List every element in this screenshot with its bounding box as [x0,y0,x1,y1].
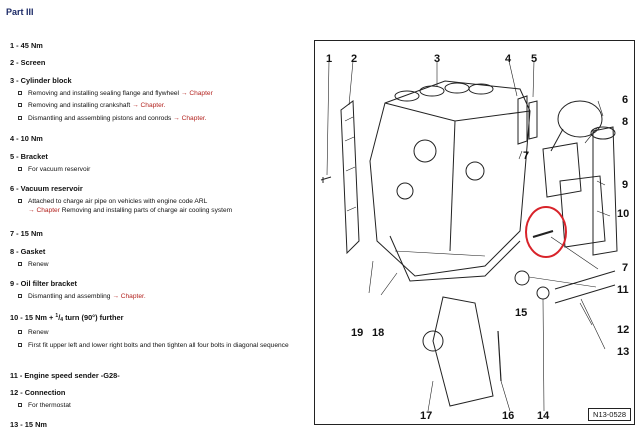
part-11: 11 - Engine speed sender -G28- [10,371,120,380]
bullet-icon [18,167,22,171]
chapter-link[interactable]: Chapter [189,90,213,97]
callout-17: 17 [420,410,433,422]
chapter-link[interactable]: Chapter. [140,102,166,109]
part-9-sub-1: Dismantling and assembling → Chapter. [28,292,312,301]
bullet-icon [18,330,22,334]
callout-16: 16 [502,410,515,422]
engine-block-drawing [315,41,636,426]
part-3-sub-1: Removing and installing sealing flange and flywheel → Chapter [28,89,312,98]
bullet-icon [18,343,22,347]
callout-5: 5 [531,53,538,65]
callout-18: 18 [372,327,385,339]
part-6-sub-1: Attached to charge air pipe on vehicles with engine code ARL → Chapter Removing and installing parts of charge air cooling system [28,197,312,215]
vacuum-reservoir-shape [558,101,602,137]
bullet-icon [18,294,22,298]
part-6: 6 - Vacuum reservoir [10,184,83,193]
callout-7a: 7 [523,150,530,162]
part-10: 10 - 15 Nm + $^1$/4 turn (90°) further [10,313,124,323]
connection-shape [555,271,615,303]
part-12: 12 - Connection [10,388,66,397]
part-12-sub-1: For thermostat [28,401,312,410]
part-3-sub-3: Dismantling and assembling pistons and conrods → Chapter. [28,114,312,123]
callout-19: 19 [351,327,364,339]
chapter-link[interactable]: Chapter. [181,115,207,122]
bullet-icon [18,403,22,407]
callout-12: 12 [617,324,630,336]
callout-7b: 7 [622,262,629,274]
part-8-sub-1: Renew [28,260,312,269]
callout-6: 6 [622,94,629,106]
part-4: 4 - 10 Nm [10,134,43,143]
part-8: 8 - Gasket [10,247,46,256]
callout-14: 14 [537,410,550,422]
callout-1: 1 [326,53,333,65]
callout-4: 4 [505,53,512,65]
part-5-sub-1: For vacuum reservoir [28,165,312,174]
callout-3: 3 [434,53,441,65]
figure-code: N13-0528 [588,408,631,421]
bolt-1-shape [321,177,331,183]
bracket-17-shape [433,297,493,406]
bracket-shape [518,96,537,144]
part-2: 2 - Screen [10,58,46,67]
bullet-icon [18,199,22,203]
part-5: 5 - Bracket [10,152,48,161]
highlight-circle [526,207,566,257]
bullet-icon [18,262,22,266]
part-10-sub-2: First fit upper left and lower right bolts and then tighten all four bolts in diagonal sequence [28,341,312,350]
part-13: 13 - 15 Nm [10,420,47,429]
exploded-diagram [314,40,635,425]
chapter-link[interactable]: Chapter [36,207,60,214]
callout-8: 8 [622,116,629,128]
callout-10: 10 [617,208,630,220]
part-10-sub-1: Renew [28,328,312,337]
part-7: 7 - 15 Nm [10,229,43,238]
callout-11: 11 [617,284,629,296]
chapter-link[interactable]: Chapter. [120,293,146,300]
bullet-icon [18,91,22,95]
callout-9: 9 [622,179,629,191]
callout-2: 2 [351,53,358,65]
part-3: 3 - Cylinder block [10,76,72,85]
part-9: 9 - Oil filter bracket [10,279,77,288]
bullet-icon [18,116,22,120]
callout-15: 15 [515,307,528,319]
part-3-sub-2: Removing and installing crankshaft → Chapter. [28,101,312,110]
screen-shape [341,101,359,253]
gasket-shape [543,143,581,197]
page-title: Part III [6,7,34,17]
part-1: 1 - 45 Nm [10,41,43,50]
bullet-icon [18,103,22,107]
callout-13: 13 [617,346,630,358]
